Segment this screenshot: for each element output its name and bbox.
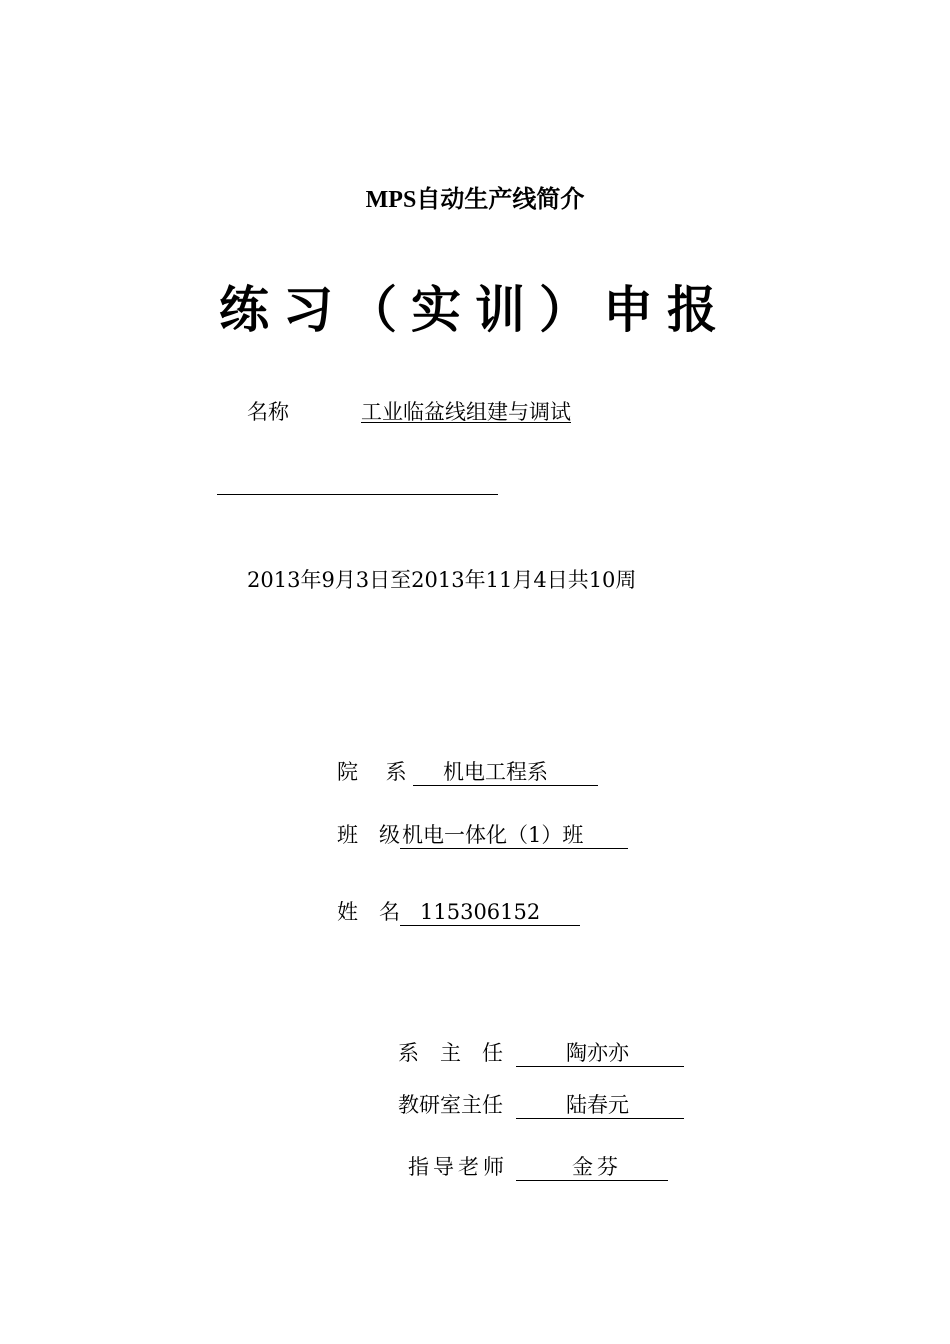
project-name-value: 工业临盆线组建与调试 — [361, 400, 571, 424]
dept-head-label: 系 主 任 — [398, 1041, 503, 1065]
office-head-label: 教研室主任 — [398, 1093, 503, 1117]
department-label: 院 系 — [337, 760, 407, 784]
project-name-row — [247, 397, 619, 427]
blank-underline — [217, 494, 498, 495]
student-name-field — [400, 899, 580, 926]
advisor-label: 指导老师 — [408, 1155, 508, 1179]
class-row — [337, 820, 628, 850]
class-field — [400, 822, 628, 849]
document-title: 练习（实训）申报 — [219, 280, 731, 339]
project-name-label: 名称 — [247, 400, 289, 424]
advisor-value: 金芬 — [572, 1155, 622, 1179]
department-value: 机电工程系 — [443, 760, 548, 784]
department-field — [413, 759, 598, 786]
office-head-field — [516, 1092, 684, 1119]
student-name-label: 姓 名 — [337, 900, 400, 924]
advisor-row — [408, 1152, 668, 1182]
project-name-field — [289, 400, 619, 424]
student-name-row — [337, 897, 580, 927]
class-label: 班 级 — [337, 823, 400, 847]
training-period: 2013年9月3日至2013年11月4日共10周 — [247, 568, 637, 592]
dept-head-value: 陶亦亦 — [566, 1041, 629, 1065]
student-name-value: 115306152 — [420, 900, 541, 924]
department-row — [337, 757, 598, 787]
office-head-value: 陆春元 — [566, 1093, 629, 1117]
dept-head-row — [398, 1038, 684, 1068]
document-subtitle: MPS自动生产线简介 — [365, 187, 585, 213]
class-value: 机电一体化（1）班 — [402, 823, 584, 847]
dept-head-field — [516, 1040, 684, 1067]
office-head-row — [398, 1090, 684, 1120]
advisor-field — [516, 1154, 668, 1181]
